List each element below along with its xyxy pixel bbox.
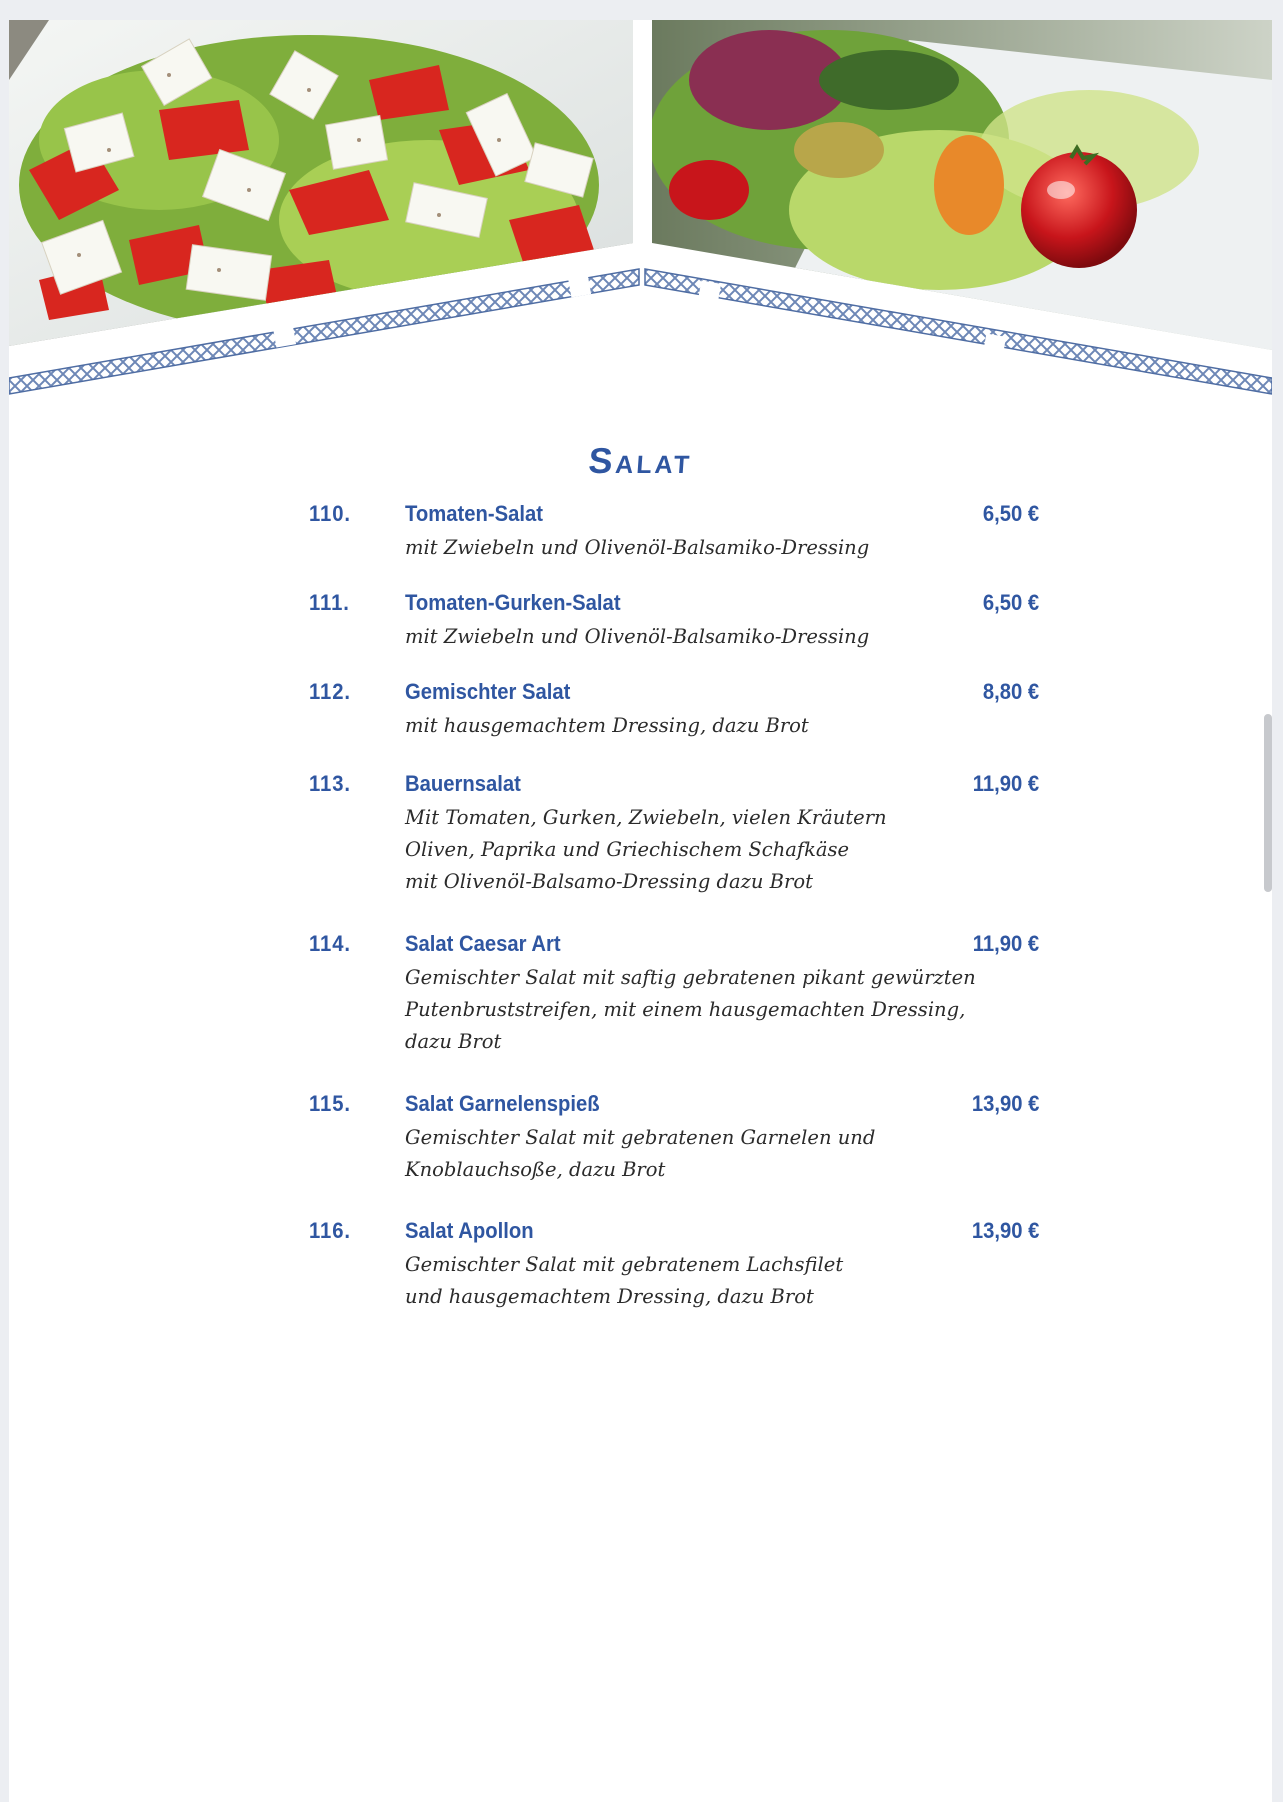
item-description-line: mit Olivenöl-Balsamo-Dressing dazu Brot (405, 870, 813, 893)
item-description-line: mit hausgemachtem Dressing, dazu Brot (405, 714, 809, 737)
item-description-line: Mit Tomaten, Gurken, Zwiebeln, vielen Kräutern (405, 806, 887, 829)
section-title: Salat (587, 440, 694, 481)
scrollbar[interactable] (1264, 714, 1272, 892)
item-description-line: mit Zwiebeln und Olivenöl-Balsamiko-Dressing (405, 625, 870, 648)
menu-page (9, 20, 1272, 1802)
item-name: Gemischter Salat (405, 679, 571, 704)
item-description-line: Oliven, Paprika und Griechischem Schafkäse (405, 838, 850, 861)
item-name: Salat Garnelenspieß (405, 1091, 600, 1116)
item-number: 116. (309, 1218, 351, 1243)
item-description-line: Putenbruststreifen, mit einem hausgemachten Dressing, (405, 998, 966, 1021)
item-number: 113. (309, 771, 351, 796)
item-price: 11,90 € (972, 771, 1039, 796)
item-price: 6,50 € (982, 590, 1039, 615)
item-description (405, 532, 965, 564)
item-description-line: Gemischter Salat mit gebratenem Lachsfilet (405, 1253, 844, 1276)
item-description (405, 962, 976, 1058)
item-number: 111. (309, 590, 350, 615)
item-name: Salat Apollon (405, 1218, 534, 1243)
item-description-line: Gemischter Salat mit gebratenen Garnelen und (405, 1126, 876, 1149)
item-description (405, 1249, 965, 1313)
item-description-line: Knoblauchsoße, dazu Brot (405, 1158, 666, 1181)
item-price: 6,50 € (982, 501, 1039, 526)
item-name: Bauernsalat (405, 771, 521, 796)
item-name: Tomaten-Salat (405, 501, 543, 526)
item-description-line: Gemischter Salat mit saftig gebratenen pikant gewürzten (405, 966, 976, 989)
item-number: 110. (309, 501, 351, 526)
item-description-line: und hausgemachtem Dressing, dazu Brot (405, 1285, 814, 1308)
item-price: 11,90 € (972, 931, 1039, 956)
item-description (405, 621, 965, 653)
item-name: Salat Caesar Art (405, 931, 561, 956)
item-price: 8,80 € (982, 679, 1039, 704)
item-name: Tomaten-Gurken-Salat (405, 590, 621, 615)
item-number: 114. (309, 931, 351, 956)
item-description-line: dazu Brot (405, 1030, 502, 1053)
item-price: 13,90 € (971, 1218, 1039, 1243)
item-number: 115. (309, 1091, 351, 1116)
item-description (405, 1122, 965, 1186)
item-price: 13,90 € (971, 1091, 1039, 1116)
item-description (405, 710, 965, 742)
item-number: 112. (309, 679, 351, 704)
header-images (9, 20, 1272, 440)
item-description-line: mit Zwiebeln und Olivenöl-Balsamiko-Dressing (405, 536, 870, 559)
item-description (405, 802, 965, 898)
